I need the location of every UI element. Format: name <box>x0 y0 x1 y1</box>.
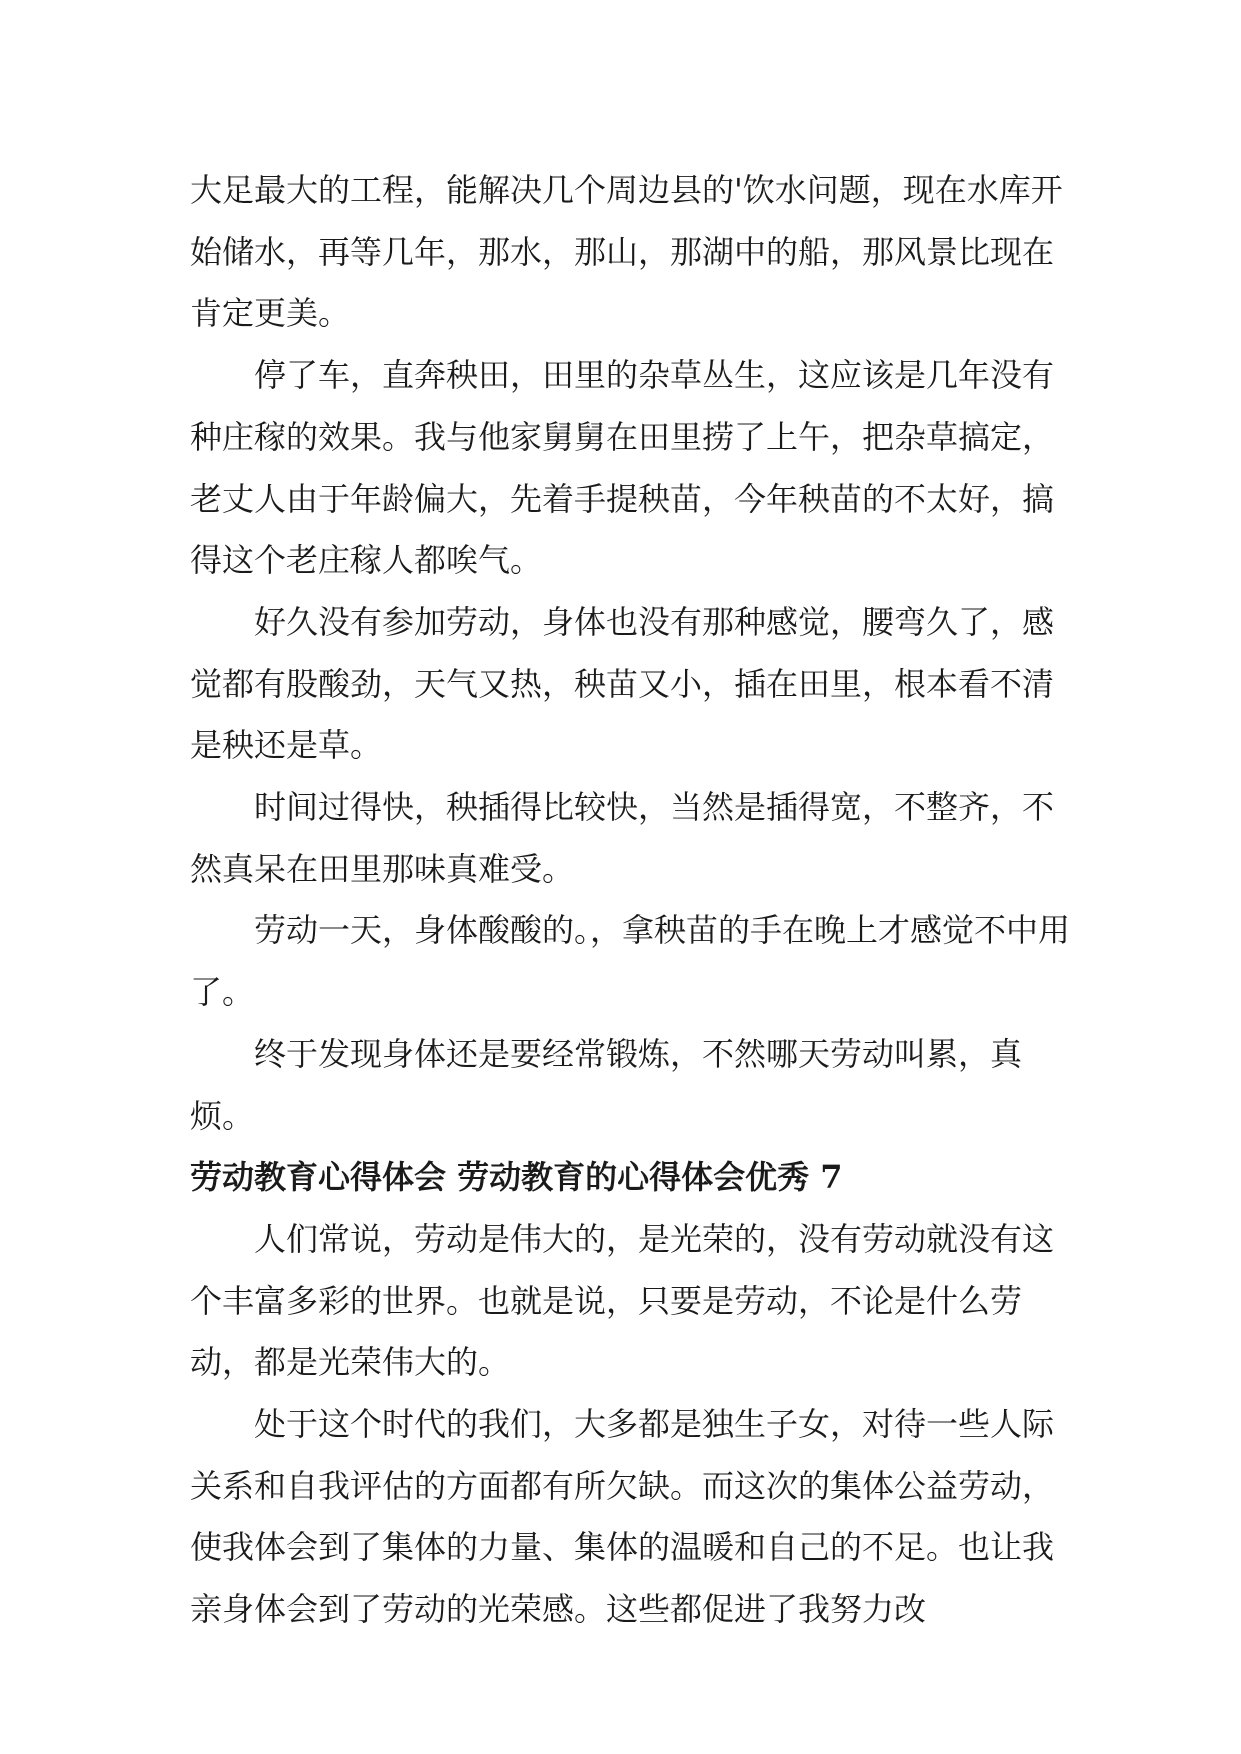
paragraph: 处于这个时代的我们，大多都是独生子女，对待一些人际关系和自我评估的方面都有所欠缺。而这次的集体公益劳动，使我体会到了集体的力量、集体的温暖和自己的不足。也让我亲身体会到了劳动的光荣感。这些都促进了我努力改 <box>190 1405 1055 1629</box>
document-body <box>190 160 1070 1641</box>
paragraph: 停了车，直奔秧田，田里的杂草丛生，这应该是几年没有种庄稼的效果。我与他家舅舅在田里捞了上午，把杂草搞定，老丈人由于年龄偏大，先着手提秧苗，今年秧苗的不太好，搞得这个老庄稼人都唉气。 <box>190 356 1055 580</box>
paragraph: 终于发现身体还是要经常锻炼，不然哪天劳动叫累，真烦。 <box>190 1034 1023 1135</box>
paragraph: 劳动一天，身体酸酸的。，拿秧苗的手在晚上才感觉不中用了。 <box>190 911 1071 1012</box>
paragraph: 大足最大的工程，能解决几个周边县的'饮水问题，现在水库开始储水，再等几年，那水，那山，那湖中的船，那风景比现在肯定更美。 <box>190 171 1063 333</box>
paragraph: 人们常说，劳动是伟大的，是光荣的，没有劳动就没有这个丰富多彩的世界。也就是说，只要是劳动，不论是什么劳动，都是光荣伟大的。 <box>190 1219 1055 1382</box>
paragraph: 时间过得快，秧插得比较快，当然是插得宽，不整齐，不然真呆在田里那味真难受。 <box>190 788 1055 888</box>
paragraph: 好久没有参加劳动，身体也没有那种感觉，腰弯久了，感觉都有股酸劲，天气又热，秧苗又小，插在田里，根本看不清是秧还是草。 <box>190 602 1055 765</box>
section-heading: 劳动教育心得体会 劳动教育的心得体会优秀 7 <box>190 1158 843 1197</box>
